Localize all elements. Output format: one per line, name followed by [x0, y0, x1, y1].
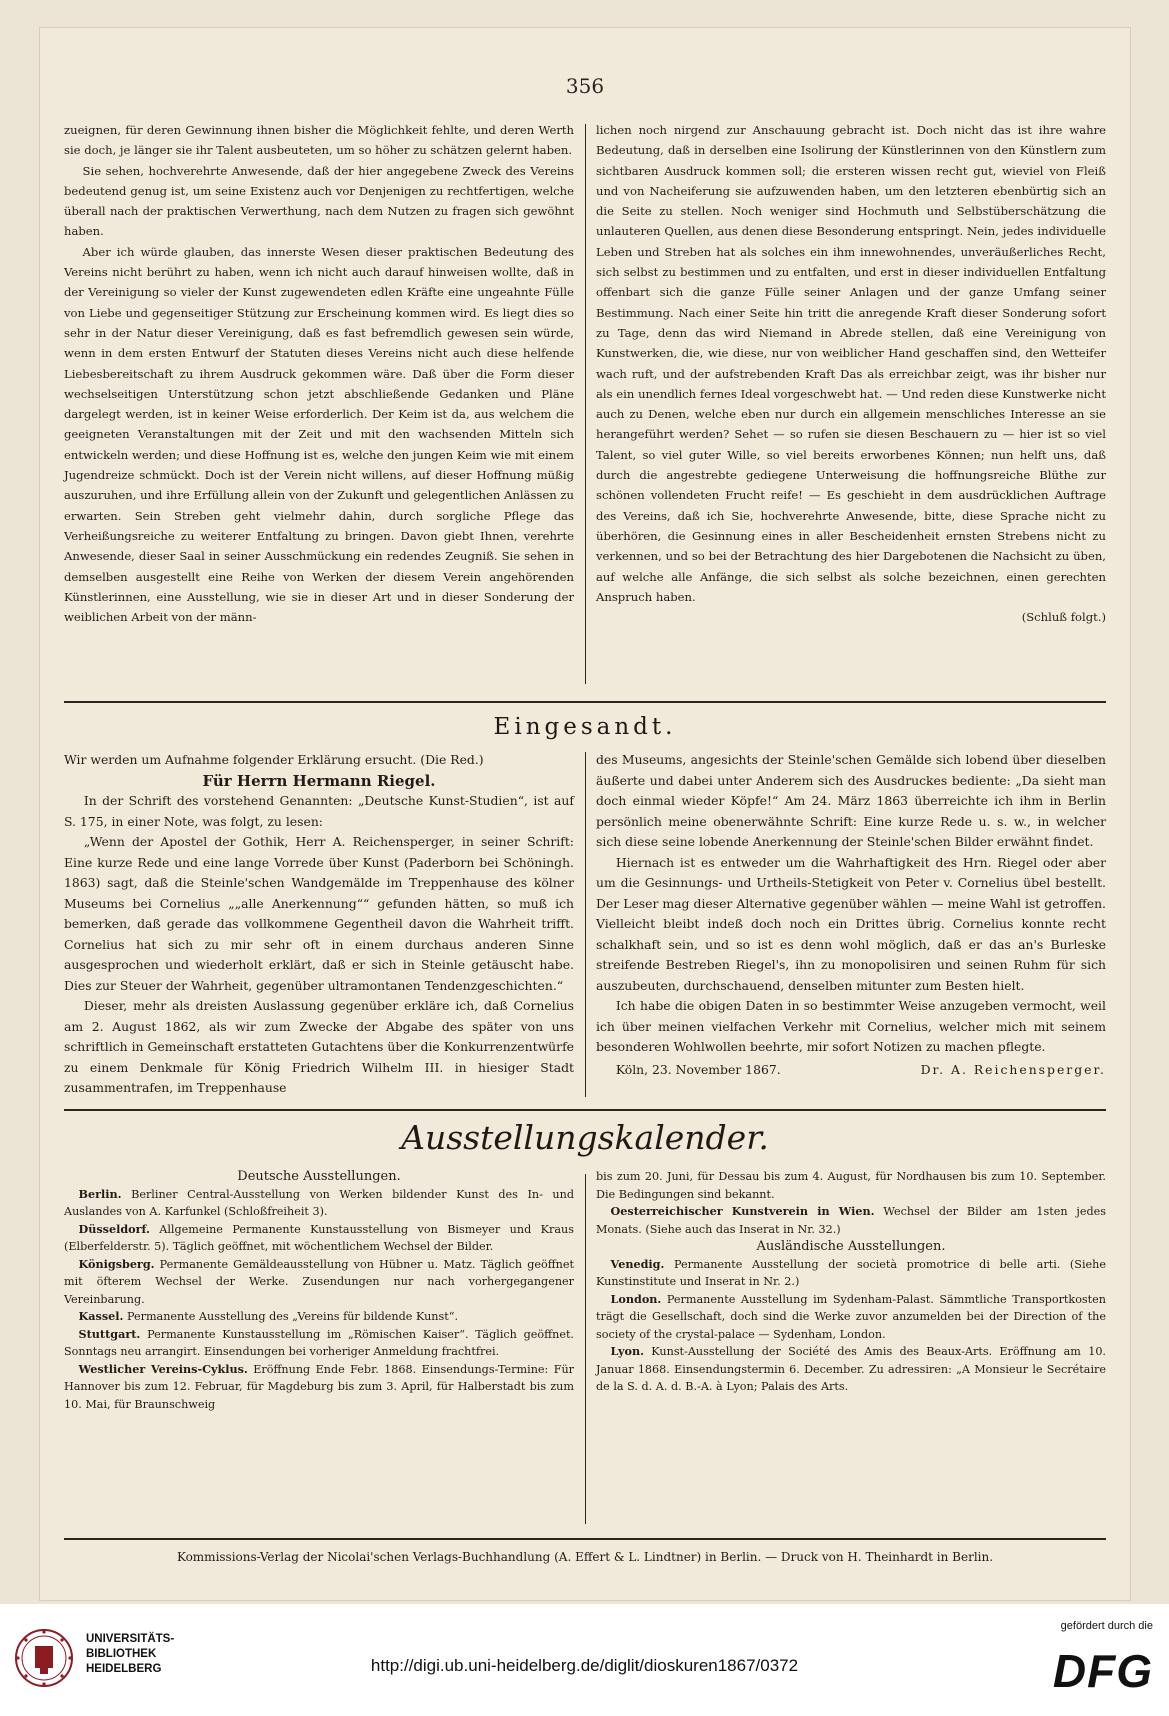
newspaper-page: [40, 28, 1130, 1600]
eingesandt-left-column: [64, 750, 574, 1099]
kalender-continuation: bis zum 20. Juni, für Dessau bis zum 4. August, für Nordhausen bis zum 10. September. Die Bedingungen sind bekannt.: [596, 1170, 1106, 1201]
kalender-right-column: [596, 1168, 1106, 1396]
paragraph: Hiernach ist es entweder um die Wahrhaftigkeit des Hrn. Riegel oder aber um die Gesinnungs- und Urtheils-Stetigkeit von Peter v. Cornelius übel bestellt. Der Leser mag dieser Alternative gegenüber wählen — meine Wahl ist getroffen. Vielleicht bleibt indeß doch noch ein Drittes übrig. Cornelius konnte recht schalkhaft sein, und so ist es denn wohl möglich, daß er das an's Burleske streifende Bestreben Riegel's, ihn zu monopolisiren und seinen Ruhm für sich auszubeuten, durchschauend, denselben mitunter zum Besten hielt.: [596, 854, 1106, 993]
kalender-entry: Kassel. Permanente Ausstellung des „Vereins für bildende Kunst“.: [78, 1309, 459, 1323]
article-right-column: [596, 120, 1106, 627]
entry-city: London.: [610, 1291, 662, 1306]
kalender-entry: Königsberg. Permanente Gemäldeausstellung von Hübner u. Matz. Täglich geöffnet mit öfterem Wechsel der Werke. Zusendungen nur nach vorhergegangener Vereinbarung.: [64, 1256, 574, 1306]
paragraph: Wir werden um Aufnahme folgender Erklärung ersucht. (Die Red.): [64, 752, 484, 767]
paragraph: des Museums, angesichts der Steinle'schen Gemälde sich lobend über dieselben äußerte und dabei unter Anderem sich des Ausdruckes bediente: „Da sieht man doch einmal wieder Köpfe!“ Am 24. März 1863 überreichte ich ihm in Berlin persönlich meine obenerwähnte Schrift: Eine kurze Rede u. s. w., in welcher sich diese seine lobende Anerkennung der Steinle'schen Bilder erwähnt findet.: [596, 752, 1106, 849]
entry-city: Kassel.: [78, 1309, 124, 1323]
entry-city: Düsseldorf.: [78, 1221, 150, 1236]
entry-city: Lyon.: [610, 1344, 645, 1358]
deutsche-heading: Deutsche Ausstellungen.: [237, 1169, 401, 1184]
column-divider: [585, 752, 586, 1097]
page-number: 356: [565, 74, 605, 98]
entry-city: Westlicher Vereins-Cyklus.: [78, 1361, 248, 1376]
publisher-footer: Kommissions-Verlag der Nicolai'schen Verlags-Buchhandlung (A. Effert & L. Lindtner) in Berlin. — Druck von H. Theinhardt in Berlin.: [176, 1550, 994, 1564]
signature-name: Dr. A. Reichensperger.: [920, 1061, 1106, 1077]
entry-city: Stuttgart.: [78, 1326, 141, 1341]
auslaendische-heading: Ausländische Ausstellungen.: [756, 1239, 946, 1254]
entry-city: Berlin.: [78, 1186, 122, 1201]
kalender-entry: Westlicher Vereins-Cyklus. Eröffnung Ende Febr. 1868. Einsendungs-Termine: Für Hannover bis zum 12. Februar, für Magdeburg bis zum 3. April, für Halberstadt bis zum 10. Mai, für Braunschweig: [64, 1361, 575, 1411]
column-divider: [585, 124, 586, 684]
letter-heading: Für Herrn Hermann Riegel.: [202, 771, 436, 790]
dfg-logo: DFG: [1052, 1645, 1153, 1697]
kalender-left-column: [64, 1168, 574, 1413]
article-left-column: [64, 120, 574, 627]
signature-place: Köln, 23. November 1867.: [615, 1061, 781, 1077]
paragraph: lichen noch nirgend zur Anschauung gebracht ist. Doch nicht das ist ihre wahre Bedeutung, daß in derselben eine Isolirung der Künstlerinnen von den Künstlern zum sichtbaren Ausdruck kommen soll; die ersteren wissen recht gut, wieviel von Fleiß und von Nacheiferung sie aufzuwenden haben, um den letzteren ebenbürtig sich an die Seite zu stellen. Noch weniger sind Hochmuth und Selbstüberschätzung die unlauteren Quellen, aus denen diese Besonderung entspringt. Nein, jedes individuelle Leben und Streben hat als solches ein ihm innewohnendes, unveräußerliches Recht, sich selbst zu bestimmen und zu entfalten, und erst in dieser individuellen Entfaltung offenbart sich die ganze Fülle seiner Anlagen und der ganze Umfang seiner Bestimmung. Nach einer Seite hin tritt die anregende Kraft dieser Sonderung sofort zu Tage, denn das wird Niemand in Abrede stellen, daß eine Vereinigung von Kunstwerken, die, wie diese, nur von weiblicher Hand geschaffen sind, den Wetteifer wach ruft, und der aufstrebenden Kraft Das als erreichbar zeigt, was ihr bisher nur als ein unendlich fernes Ideal vorgeschwebt hat. — Und reden diese Kunstwerke nicht auch zu Denen, welche eben nur durch ein allgemein menschliches Interesse an sie herangeführt werden? Sehet — so rufen sie diesen Beschauern zu — hier ist so viel Talent, so viel guter Wille, so viel bereits erworbenes Können; nun helft uns, daß durch die angestrebte gediegene Unterweisung die hoffnungsreiche Blüthe zur schönen vollendeten Frucht reife! — Es geschieht in dem ausdrücklichen Auftrage des Vereins, daß ich Sie, hochverehrte Anwesende, bitte, diese Sprache nicht zu überhören, die Gesinnung eines in aller Bescheidenheit ernsten Strebens nicht zu verkennen, und so bei der Betrachtung des hier Dargebotenen die Nachsicht zu üben, auf welche alle Anfänge, die sich selbst als solche bezeichnen, einen gerechten Anspruch haben.: [596, 123, 1106, 604]
paragraph: In der Schrift des vorstehend Genannten: „Deutsche Kunst-Studien“, ist auf S. 175, in einer Note, was folgt, zu lesen:: [64, 793, 574, 829]
kalender-entry: Stuttgart. Permanente Kunstausstellung im „Römischen Kaiser“. Täglich geöffnet. Sonntags neu arrangirt. Einsendungen bei vorheriger Anmeldung frachtfrei.: [64, 1326, 574, 1358]
kalender-entry: London. Permanente Ausstellung im Sydenham-Palast. Sämmtliche Transportkosten trägt die Gesellschaft, doch sind die Werke zuvor anzumelden bei der Direction of the society of the crystal-palace — Sydenham, London.: [596, 1291, 1106, 1341]
paragraph: Dieser, mehr als dreisten Auslassung gegenüber erkläre ich, daß Cornelius am 2. August 1862, als wir zum Zwecke der Abgabe des später von uns schriftlich in Gemeinschaft erstatteten Gutachtens über die Konkurrenzentwürfe zu einem Denkmale für König Friedrich Wilhelm III. in hiesiger Stadt zusammentrafen, im Treppenhause: [64, 998, 574, 1095]
section-rule: [64, 701, 1106, 703]
entry-city: Königsberg.: [78, 1256, 155, 1271]
quotation: „Wenn der Apostel der Gothik, Herr A. Reichensperger, in seiner Schrift: Eine kurze Rede und eine lange Vorrede über Kunst (Paderborn bei Schöningh. 1863) sagt, daß die Steinle'schen Wandgemälde im Treppenhause des kölner Museums bei Cornelius „„alle Anerkennung““ gefunden hätten, so muß ich bemerken, daß gerade das vollkommene Gegentheil davon die Wahrheit trifft. Cornelius hat sich zu mir sehr oft in einem durchaus anderen Sinne ausgesprochen und wiederholt erklärt, daß er sich in Steinle getäuscht habe. Dies zur Steuer der Wahrheit, gegenüber ultramontanen Tendenzgeschichten.“: [64, 834, 574, 993]
column-divider: [585, 1174, 586, 1524]
section-title-kalender: Ausstellungskalender.: [401, 1118, 769, 1157]
section-title-eingesandt: Eingesandt.: [493, 714, 677, 740]
signature-line: [596, 1060, 1106, 1081]
paragraph: Sie sehen, hochverehrte Anwesende, daß der hier angegebene Zweck des Vereins bedeutend genug ist, um seine Existenz auch vor Denjenigen zu rechtfertigen, welche überall nach der praktischen Verwerthung, nach dem Nutzen zu fragen sich gewöhnt haben.: [64, 163, 574, 239]
kalender-entry: Düsseldorf. Allgemeine Permanente Kunstausstellung von Bismeyer und Kraus (Elberfelderstr. 5). Täglich geöffnet, mit wöchentlichem Wechsel der Bilder.: [64, 1221, 574, 1253]
kalender-entry: Venedig. Permanente Ausstellung der società promotrice di belle arti. (Siehe Kunstinstitute und Inserat in Nr. 2.): [596, 1256, 1106, 1288]
library-footer-bar: [0, 1604, 1169, 1716]
paragraph: zueignen, für deren Gewinnung ihnen bisher die Möglichkeit fehlte, und deren Werth sie doch, je länger sie ihr Talent ausbeuteten, um so höher zu schätzen gelernt haben.: [64, 123, 574, 158]
kalender-entry: Oesterreichischer Kunstverein in Wien. Wechsel der Bilder am 1sten jedes Monats. (Siehe auch das Inserat in Nr. 32.): [596, 1204, 1106, 1236]
section-rule: [64, 1538, 1106, 1540]
section-rule: [64, 1109, 1106, 1111]
eingesandt-right-column: [596, 750, 1106, 1080]
university-library-name: UNIVERSITÄTS- BIBLIOTHEK HEIDELBERG: [86, 1633, 175, 1675]
funding-note: gefördert durch die: [1060, 1620, 1153, 1632]
paragraph: Aber ich würde glauben, das innerste Wesen dieser praktischen Bedeutung des Vereins nicht berührt zu haben, wenn ich nicht auch darauf hinweisen wollte, daß in der Vereinigung so vieler der Kunst zugewendeten edlen Kräfte eine ungeahnte Fülle von Liebe und gegenseitiger Stützung zur Erscheinung kommen wird. Es liegt dies so sehr in der Natur dieser Vereinigung, daß es fast befremdlich gewesen sein würde, wenn in dem ersten Entwurf der Statuten dieses Vereins nicht auch diese helfende Liebesbereitschaft zu ihrem Ausdruck gekommen wäre. Daß über die Form dieser wechselseitigen Unterstützung schon jetzt abschließende Gedanken und Pläne dargelegt werden, ist in keiner Weise erforderlich. Der Keim ist da, aus welchem die geeigneten Veranstaltungen mit der Zeit und mit den wachsenden Mitteln sich entwickeln werden; und diese Hoffnung ist es, welche den jungen Keim wie mit einem Jugendreize schmückt. Doch ist der Verein nicht willens, auf dieser Hoffnung müßig auszuruhen, und ihre Erfüllung allein von der Zukunft und gelegentlichen Anlässen zu erwarten. Sein Streben geht vielmehr dahin, durch sorgliche Pflege das Verheißungsreiche zu weiterer Entfaltung zu bringen. Davon giebt Ihnen, verehrte Anwesende, dieser Saal in seiner Ausschmückung ein redendes Zeugniß. Sie sehen in demselben ausgestellt eine Reihe von Werken der diesem Verein angehörenden Künstlerinnen, eine Ausstellung, wie sie in dieser Art und in dieser Sonderung der weiblichen Arbeit von der männ-: [64, 244, 574, 625]
kalender-entry: Berlin. Berliner Central-Ausstellung von Werken bildender Kunst des In- und Auslandes von A. Karfunkel (Schloßfreiheit 3).: [64, 1186, 574, 1218]
source-url[interactable]: http://digi.ub.uni-heidelberg.de/diglit/dioskuren1867/0372: [370, 1656, 799, 1675]
paragraph: Ich habe die obigen Daten in so bestimmter Weise anzugeben vermocht, weil ich über meinen vielfachen Verkehr mit Cornelius, welcher mich mit seinem besonderen Wohlwollen beehrte, mir sofort Notizen zu machen pflegte.: [596, 998, 1106, 1054]
kalender-entry: Lyon. Kunst-Ausstellung der Société des Amis des Beaux-Arts. Eröffnung am 10. Januar 1868. Einsendungstermin 6. December. Zu adressiren: „A Monsieur le Secrétaire de la S. d. A. d. B.-A. à Lyon; Palais des Arts.: [596, 1344, 1106, 1393]
entry-city: Oesterreichischer Kunstverein in Wien.: [610, 1204, 875, 1218]
continued-note: (Schluß folgt.): [1021, 610, 1106, 625]
entry-city: Venedig.: [610, 1256, 665, 1271]
